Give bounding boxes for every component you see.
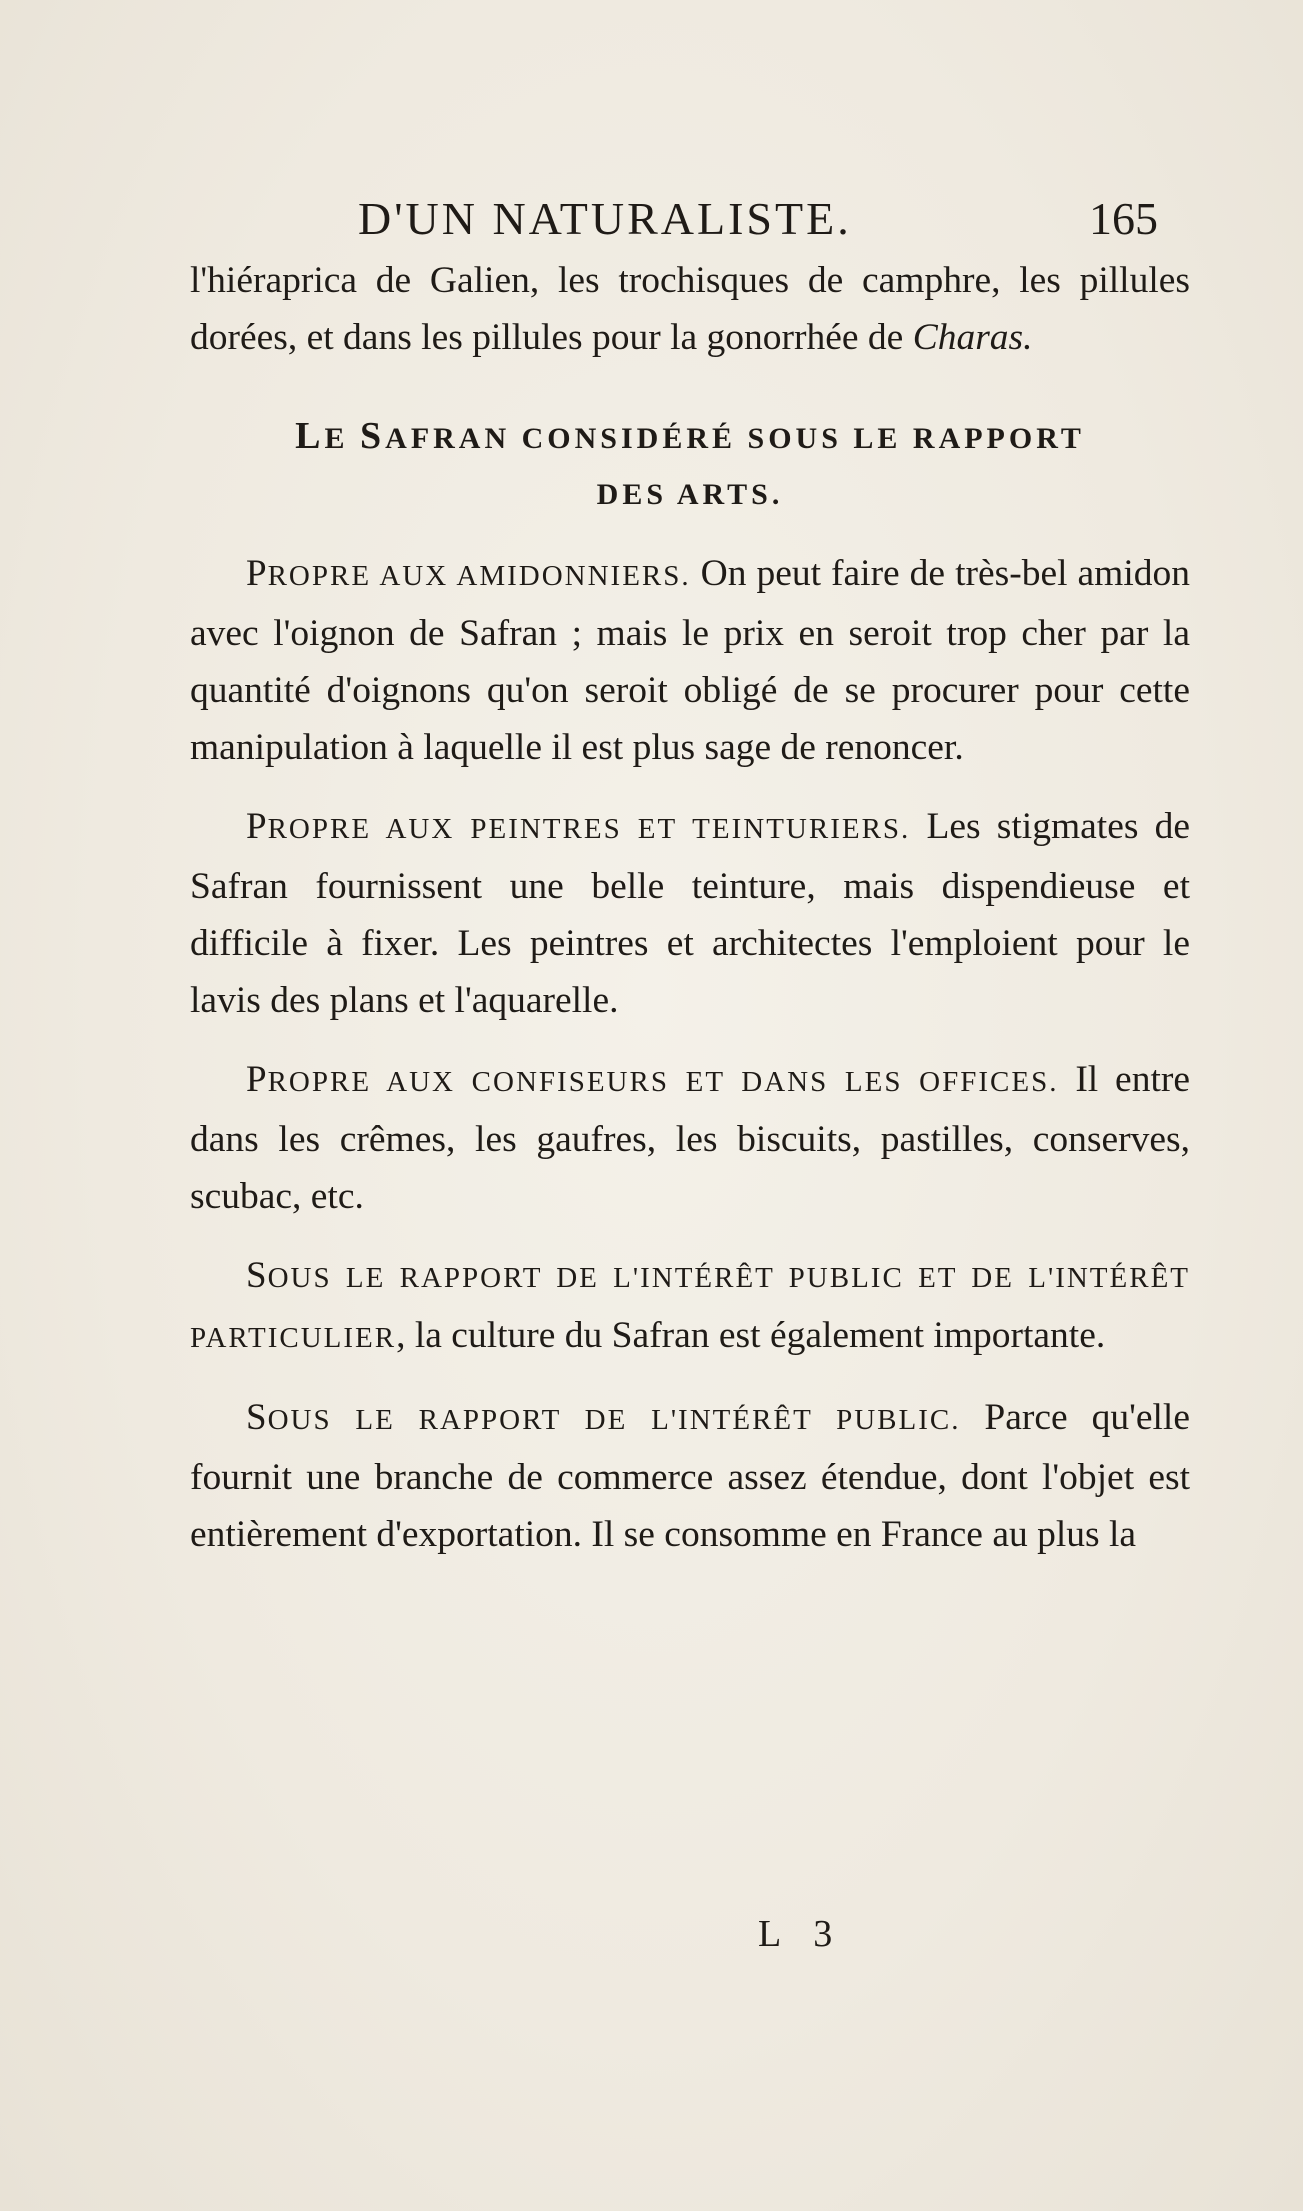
heading-line1-rest: AFRAN CONSIDÉRÉ SOUS LE RAPPORT	[385, 422, 1085, 455]
signature-mark: L 3	[758, 1913, 845, 1955]
paragraph-confiseurs	[190, 1051, 1190, 1225]
continuation-italic: Charas.	[912, 317, 1033, 358]
paragraph-text: Il entre dans les crêmes, les gaufres, les biscuits, pastilles, conserves, scubac, etc.	[190, 1059, 1190, 1217]
lead-initial: P	[246, 553, 268, 594]
lead-smallcaps: ROPRE AUX AMIDONNIERS.	[267, 560, 691, 592]
paragraph-text: , la culture du Safran est également importante.	[396, 1315, 1106, 1356]
continuation-paragraph	[190, 252, 1190, 366]
paragraph-text: On peut faire de très-bel amidon avec l'oignon de Safran ; mais le prix en seroit trop cher par la quantité d'oignons qu'on seroit obligé de se procurer pour cette manipulation à laquelle il est plus sage de renoncer.	[190, 553, 1190, 768]
section-heading	[190, 408, 1190, 523]
paragraph-text: Les stigmates de Safran fournissent une belle teinture, mais dispendieuse et difficile à fixer. Les peintres et architectes l'emploient pour le lavis des plans et l'aquarelle.	[190, 806, 1190, 1021]
lead-smallcaps: ROPRE AUX CONFISEURS ET DANS LES OFFICES.	[267, 1066, 1059, 1098]
lead-initial: P	[246, 806, 268, 847]
text-block	[190, 192, 1190, 1563]
paragraph-interet-public	[190, 1389, 1190, 1563]
paragraph-peintres	[190, 798, 1190, 1029]
paragraph-lead	[246, 553, 691, 594]
paragraph-text: Parce qu'elle fournit une branche de commerce assez étendue, dont l'objet est entièrement d'exportation. Il se consomme en France au plus la	[190, 1397, 1190, 1555]
running-head	[190, 192, 1190, 248]
lead-smallcaps: OUS LE RAPPORT DE L'INTÉRÊT PUBLIC ET DE L'INTÉRÊT PARTICULIER	[190, 1262, 1190, 1354]
lead-initial: P	[246, 1059, 268, 1100]
lead-initial: S	[246, 1397, 268, 1438]
paragraph-lead	[246, 806, 911, 847]
heading-line2: DES ARTS.	[596, 478, 784, 511]
paragraph-interet-public-particulier	[190, 1247, 1190, 1367]
lead-initial: S	[246, 1255, 268, 1296]
heading-initial-l: L	[295, 415, 325, 457]
page-number: 165	[1089, 193, 1158, 244]
continuation-text: l'hiéraprica de Galien, les trochisques de camphre, les pillules dorées, et dans les pillules pour la gonorrhée de	[190, 260, 1190, 358]
paragraph-amidonniers	[190, 545, 1190, 776]
paragraph-lead	[246, 1397, 961, 1438]
paragraph-lead	[246, 1059, 1059, 1100]
heading-text-e: E	[324, 422, 349, 455]
heading-initial-s: S	[360, 415, 386, 457]
lead-smallcaps: OUS LE RAPPORT DE L'INTÉRÊT PUBLIC.	[267, 1404, 961, 1436]
running-title: D'UN NATURALISTE.	[358, 193, 852, 244]
lead-smallcaps: ROPRE AUX PEINTRES ET TEINTURIERS.	[267, 813, 911, 845]
